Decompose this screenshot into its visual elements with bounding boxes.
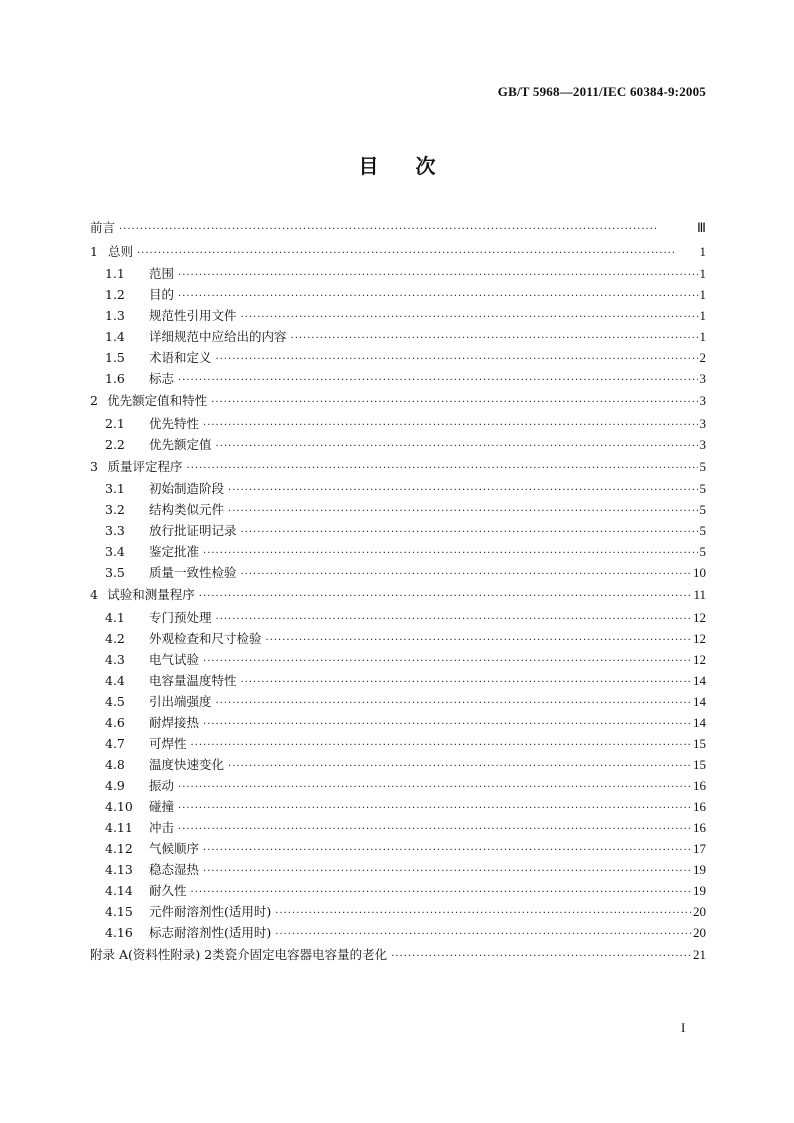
toc-entry-number: 3.1 xyxy=(105,481,125,496)
toc-entry[interactable] xyxy=(90,817,706,838)
toc-dot-leader xyxy=(216,609,691,630)
toc-entry-number: 4.8 xyxy=(105,756,125,772)
toc-entry[interactable] xyxy=(90,754,706,775)
toc-entry-label: 初始制造阶段 xyxy=(149,481,225,496)
toc-entry-page: 3 xyxy=(699,371,706,386)
toc-entry[interactable] xyxy=(90,240,706,264)
toc-entry[interactable] xyxy=(90,691,706,712)
toc-entry-number: 4.1 xyxy=(105,609,125,625)
toc-entry-page: 5 xyxy=(699,481,706,496)
toc-entry-label: 结构类似元件 xyxy=(149,502,225,517)
toc-entry-number: 4.5 xyxy=(105,693,125,709)
toc-entry[interactable] xyxy=(90,455,706,479)
toc-entry-page: 21 xyxy=(693,946,706,962)
toc-entry-page: 16 xyxy=(693,798,706,814)
toc-entry-page: 5 xyxy=(699,502,706,517)
toc-entry-page: 1 xyxy=(699,329,706,344)
toc-dot-leader xyxy=(216,349,698,370)
toc-entry-number: 4.15 xyxy=(105,903,133,919)
toc-entry-number: 4.11 xyxy=(105,819,133,835)
toc-entry[interactable] xyxy=(90,922,706,943)
toc-dot-leader xyxy=(178,370,697,391)
toc-entry-number: 4.4 xyxy=(105,672,125,688)
toc-entry-page: Ⅲ xyxy=(697,220,706,235)
toc-entry-label: 元件耐溶剂性(适用时) xyxy=(149,903,272,919)
toc-entry-number: 2.2 xyxy=(105,436,125,452)
toc-entry[interactable] xyxy=(90,541,706,562)
toc-entry-label: 优先额定值 xyxy=(149,436,212,452)
toc-dot-leader xyxy=(216,693,691,714)
toc-dot-leader xyxy=(228,480,697,501)
toc-entry-page: 11 xyxy=(693,587,706,602)
toc-dot-leader xyxy=(119,218,695,242)
toc-dot-leader xyxy=(178,819,691,840)
toc-entry[interactable] xyxy=(90,670,706,691)
toc-entry-page: 20 xyxy=(693,924,706,940)
toc-entry-page: 5 xyxy=(699,544,706,559)
page-title: 目 次 xyxy=(358,154,436,178)
toc-entry-page: 3 xyxy=(699,415,706,431)
toc-entry-number: 4.3 xyxy=(105,651,125,667)
toc-entry-label: 标志耐溶剂性(适用时) xyxy=(149,924,272,940)
toc-entry[interactable] xyxy=(90,368,706,389)
toc-dot-leader xyxy=(228,756,691,777)
toc-entry-label: 规范性引用文件 xyxy=(149,308,237,323)
toc-entry[interactable] xyxy=(90,712,706,733)
toc-entry-page: 10 xyxy=(693,565,706,580)
toc-entry[interactable] xyxy=(90,583,706,607)
toc-entry-page: 19 xyxy=(693,861,706,877)
toc-entry-number: 1.2 xyxy=(105,287,125,302)
toc-dot-leader xyxy=(241,307,698,328)
toc-entry-label: 耐焊接热 xyxy=(149,714,200,730)
toc-entry-label: 目的 xyxy=(149,287,175,302)
toc-entry-label: 总则 xyxy=(107,243,133,259)
toc-entry[interactable] xyxy=(90,263,706,284)
toc-entry[interactable] xyxy=(90,562,706,583)
toc-entry[interactable] xyxy=(90,284,706,305)
toc-entry-page: 14 xyxy=(693,693,706,709)
toc-entry-number: 4.9 xyxy=(105,777,125,793)
toc-entry-page: 14 xyxy=(693,672,706,688)
toc-entry-number: 4 xyxy=(90,587,98,602)
toc-entry-page: 3 xyxy=(699,393,706,408)
toc-entry-number: 3.5 xyxy=(105,565,125,580)
toc-dot-leader xyxy=(203,861,691,882)
toc-entry-page: 3 xyxy=(699,436,706,452)
toc-dot-leader xyxy=(203,651,691,672)
toc-entry-number: 1 xyxy=(90,243,98,259)
toc-entry-page: 15 xyxy=(693,756,706,772)
toc-dot-leader xyxy=(241,564,691,585)
toc-entry-label: 引出端强度 xyxy=(149,693,212,709)
toc-entry[interactable] xyxy=(90,628,706,649)
toc-entry-page: 2 xyxy=(699,350,706,365)
toc-entry[interactable] xyxy=(90,649,706,670)
toc-entry[interactable] xyxy=(90,413,706,434)
toc-entry-number: 2 xyxy=(90,393,98,408)
toc-entry-label: 前言 xyxy=(90,220,116,235)
toc-dot-leader xyxy=(266,630,691,651)
toc-dot-leader xyxy=(275,903,691,924)
toc-entry-label: 放行批证明记录 xyxy=(149,523,237,538)
toc-entry-label: 碰撞 xyxy=(149,798,175,814)
toc-entry-page: 1 xyxy=(699,243,706,259)
toc-dot-leader xyxy=(216,436,698,457)
toc-dot-leader xyxy=(178,265,697,286)
toc-entry-page: 20 xyxy=(693,903,706,919)
toc-entry-number: 4.12 xyxy=(105,840,133,856)
footer-page-number: I xyxy=(681,1020,686,1035)
toc-entry-label: 外观检查和尺寸检验 xyxy=(149,630,262,646)
toc-entry[interactable] xyxy=(90,775,706,796)
toc-entry-number: 1.4 xyxy=(105,329,125,344)
toc-dot-leader xyxy=(228,501,697,522)
toc-entry-label: 术语和定义 xyxy=(149,350,212,365)
toc-entry-label: 优先特性 xyxy=(149,415,200,431)
toc-entry[interactable] xyxy=(90,216,706,240)
toc-entry[interactable] xyxy=(90,499,706,520)
toc-entry[interactable] xyxy=(90,326,706,347)
toc-entry-label: 试验和测量程序 xyxy=(107,587,195,602)
toc-entry-number: 2.1 xyxy=(105,415,125,431)
toc-entry-label: 鉴定批准 xyxy=(149,544,200,559)
toc-entry-page: 12 xyxy=(693,609,706,625)
toc-dot-leader xyxy=(191,735,691,756)
toc-dot-leader xyxy=(178,286,697,307)
toc-dot-leader xyxy=(178,798,691,819)
toc-entry[interactable] xyxy=(90,880,706,901)
toc-dot-leader xyxy=(203,840,691,861)
toc-entry-number: 4.10 xyxy=(105,798,133,814)
toc-dot-leader xyxy=(203,543,697,564)
toc-dot-leader xyxy=(191,882,691,903)
toc-entry-page: 12 xyxy=(693,651,706,667)
toc-entry-page: 5 xyxy=(699,458,706,474)
toc-entry-number: 4.16 xyxy=(105,924,133,940)
toc-entry-number: 4.7 xyxy=(105,735,125,751)
toc-entry-page: 16 xyxy=(693,819,706,835)
toc-entry-label: 耐久性 xyxy=(149,882,187,898)
toc-entry-number: 1.6 xyxy=(105,371,125,386)
toc-entry-label: 电气试验 xyxy=(149,651,200,667)
toc-entry-label: 质量评定程序 xyxy=(107,458,183,474)
standard-code: GB/T 5968—2011/IEC 60384-9:2005 xyxy=(497,84,706,99)
toc-entry-page: 15 xyxy=(693,735,706,751)
toc-entry-label: 温度快速变化 xyxy=(149,756,225,772)
toc-entry-label: 稳态湿热 xyxy=(149,861,200,877)
toc-dot-leader xyxy=(137,242,698,266)
toc-entry-label: 冲击 xyxy=(149,819,175,835)
toc-entry[interactable] xyxy=(90,901,706,922)
toc-dot-leader xyxy=(187,457,698,481)
toc-entry-label: 标志 xyxy=(149,371,175,386)
toc-entry-number: 3.4 xyxy=(105,544,125,559)
toc-entry-page: 5 xyxy=(699,523,706,538)
toc-entry-page: 1 xyxy=(699,287,706,302)
toc-entry[interactable] xyxy=(90,733,706,754)
toc-entry[interactable] xyxy=(90,347,706,368)
toc-entry-number: 4.6 xyxy=(105,714,125,730)
toc-entry-label: 电容量温度特性 xyxy=(149,672,237,688)
toc-dot-leader xyxy=(203,714,691,735)
toc-entry-number: 1.3 xyxy=(105,308,125,323)
toc-dot-leader xyxy=(211,391,697,415)
toc-dot-leader xyxy=(203,415,697,436)
toc-entry[interactable] xyxy=(90,796,706,817)
toc-dot-leader xyxy=(178,777,691,798)
toc-entry-page: 17 xyxy=(693,840,706,856)
toc-dot-leader xyxy=(241,522,698,543)
toc-entry[interactable] xyxy=(90,607,706,628)
toc-entry[interactable] xyxy=(90,305,706,326)
toc-dot-leader xyxy=(391,945,691,969)
toc-entry[interactable] xyxy=(90,838,706,859)
toc-entry-label: 专门预处理 xyxy=(149,609,212,625)
toc-entry-number: 4.2 xyxy=(105,630,125,646)
toc-dot-leader xyxy=(291,328,698,349)
toc-entry[interactable] xyxy=(90,859,706,880)
toc-entry-number: 1.1 xyxy=(105,266,125,281)
toc-entry-label: 气候顺序 xyxy=(149,840,200,856)
toc-entry-label: 可焊性 xyxy=(149,735,187,751)
toc-entry-page: 1 xyxy=(699,266,706,281)
toc-entry[interactable] xyxy=(90,520,706,541)
toc-entry-label: 范围 xyxy=(149,266,175,281)
table-of-contents xyxy=(90,216,706,966)
toc-entry-page: 12 xyxy=(693,630,706,646)
toc-entry-number: 3 xyxy=(90,458,98,474)
toc-entry-label: 附录 A(资料性附录) 2类瓷介固定电容器电容量的老化 xyxy=(90,946,388,962)
toc-entry-label: 优先额定值和特性 xyxy=(107,393,208,408)
toc-dot-leader xyxy=(199,585,692,609)
toc-entry-page: 16 xyxy=(693,777,706,793)
toc-dot-leader xyxy=(275,924,691,945)
toc-entry-page: 1 xyxy=(699,308,706,323)
toc-dot-leader xyxy=(241,672,691,693)
toc-entry[interactable] xyxy=(90,478,706,499)
toc-entry-number: 3.3 xyxy=(105,523,125,538)
toc-entry-label: 详细规范中应给出的内容 xyxy=(149,329,287,344)
toc-entry-page: 14 xyxy=(693,714,706,730)
toc-entry-number: 1.5 xyxy=(105,350,125,365)
toc-entry[interactable] xyxy=(90,943,706,967)
toc-entry-label: 振动 xyxy=(149,777,175,793)
toc-entry[interactable] xyxy=(90,434,706,455)
toc-entry-number: 4.14 xyxy=(105,882,133,898)
toc-entry[interactable] xyxy=(90,389,706,413)
toc-entry-number: 4.13 xyxy=(105,861,133,877)
toc-entry-page: 19 xyxy=(693,882,706,898)
toc-entry-number: 3.2 xyxy=(105,502,125,517)
toc-entry-label: 质量一致性检验 xyxy=(149,565,237,580)
